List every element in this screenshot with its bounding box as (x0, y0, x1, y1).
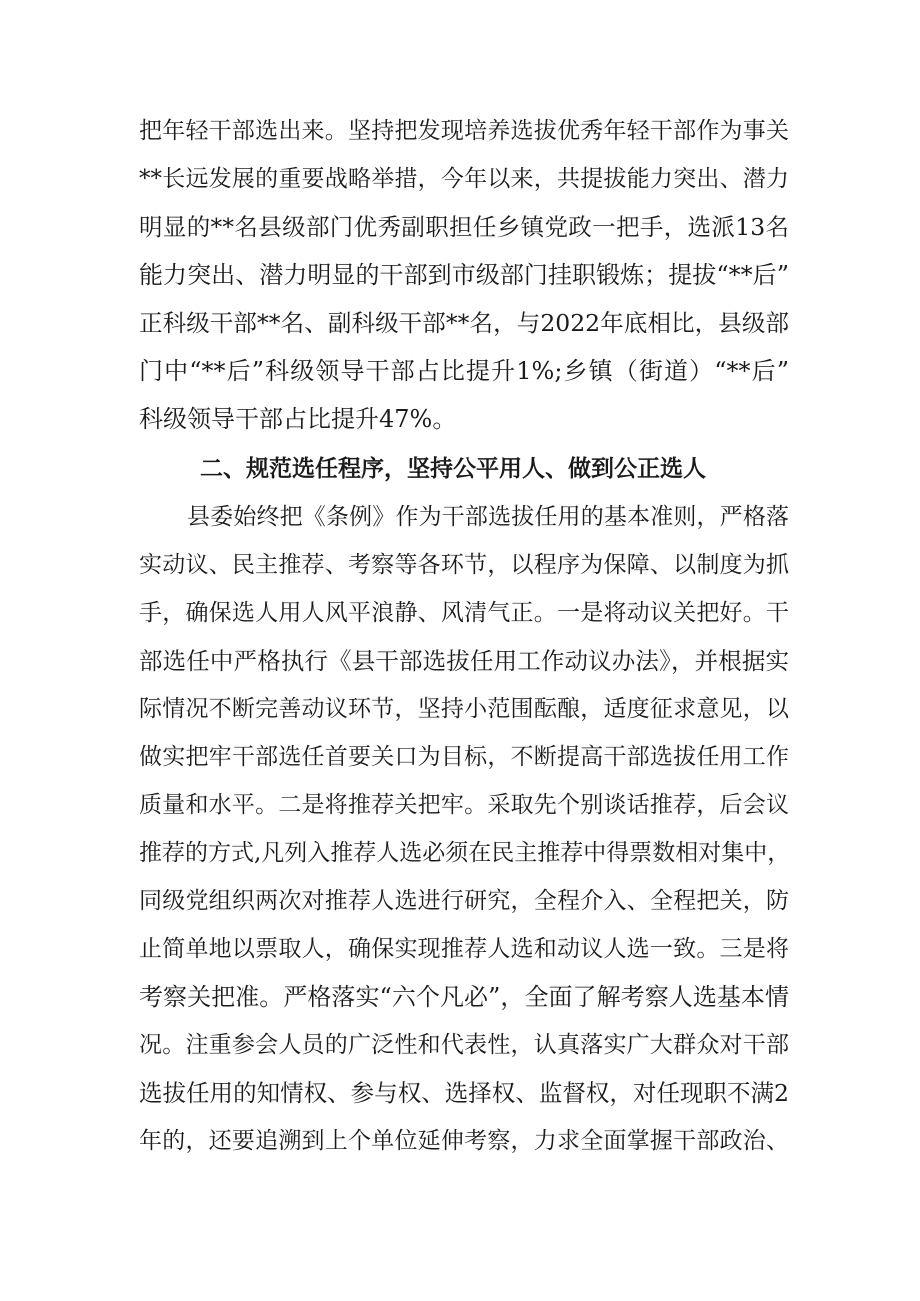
paragraph-1-line-2: **长远发展的重要战略举措，今年以来，共提拔能力突出、潜力 (139, 166, 789, 192)
paragraph-2-line-13: 选拔任用的知情权、参与权、选择权、监督权，对任现职不满2 (139, 1079, 789, 1107)
paragraph-1-line-4: 能力突出、潜力明显的干部到市级部门挂职锻炼；提拔“**后” (139, 261, 789, 289)
paragraph-2-line-1: 县委始终把《条例》作为干部选拔任用的基本准则，严格落 (187, 504, 789, 530)
paragraph-2-line-9: 同级党组织两次对推荐人选进行研究，全程介入、全程把关，防 (139, 888, 789, 914)
paragraph-2-line-11: 考察关把准。严格落实“六个凡必”，全面了解考察人选基本情 (139, 983, 789, 1011)
paragraph-1-line-6: 门中“**后”科级领导干部占比提升1%;乡镇（街道）“**后” (139, 357, 789, 385)
paragraph-2-line-5: 际情况不断完善动议环节，坚持小范围酝酿，适度征求意见，以 (139, 696, 789, 722)
paragraph-2-line-8: 推荐的方式,凡列入推荐人选必须在民主推荐中得票数相对集中， (139, 840, 791, 866)
paragraph-1-line-3: 明显的**名县级部门优秀副职担任乡镇党政一把手，选派13名 (139, 213, 789, 241)
paragraph-2-line-7: 质量和水平。二是将推荐关把牢。采取先个别谈话推荐，后会议 (139, 792, 789, 818)
paragraph-2-line-14: 年的，还要追溯到上个单位延伸考察，力求全面掌握干部政治、 (139, 1128, 789, 1154)
paragraph-1-line-1: 把年轻干部选出来。坚持把发现培养选拔优秀年轻干部作为事关 (139, 118, 789, 144)
paragraph-2-line-4: 部选任中严格执行《县干部选拔任用工作动议办法》，并根据实 (139, 647, 789, 675)
paragraph-2-line-12: 况。注重参会人员的广泛性和代表性，认真落实广大群众对干部 (139, 1032, 789, 1058)
paragraph-2-line-6: 做实把牢干部选任首要关口为目标，不断提高干部选拔任用工作 (139, 744, 789, 770)
paragraph-1-line-5: 正科级干部**名、副科级干部**名，与2022年底相比，县级部 (139, 309, 789, 337)
paragraph-2-line-10: 止简单地以票取人，确保实现推荐人选和动议人选一致。三是将 (139, 936, 789, 962)
section-heading: 二、规范选任程序，坚持公平用人、做到公正选人 (200, 456, 706, 482)
paragraph-2-line-3: 手，确保选人用人风平浪静、风清气正。一是将动议关把好。干 (139, 600, 789, 626)
paragraph-1-line-7: 科级领导干部占比提升47%。 (139, 405, 457, 433)
paragraph-2-line-2: 实动议、民主推荐、考察等各环节，以程序为保障、以制度为抓 (139, 552, 789, 578)
